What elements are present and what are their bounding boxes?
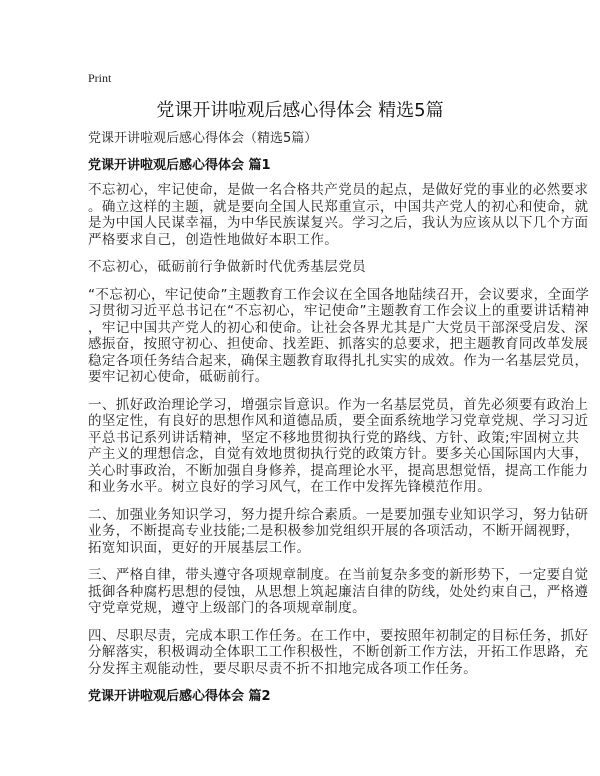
paragraph <box>88 628 600 678</box>
paragraph <box>88 507 600 557</box>
paragraph <box>88 259 600 276</box>
paragraph-line: 二、加强业务知识学习，努力提升综合素质。一是要加强专业知识学习，努力钻研 <box>88 506 589 523</box>
paragraph-line: 和业务水平。树立良好的学习风气，在工作中发挥先锋模范作用。 <box>88 479 492 495</box>
paragraph-line: 要牢记初心使命，砥砺前行。 <box>88 369 269 385</box>
paragraph-line: 守党章党规，遵守上级部门的各项规章制度。 <box>88 600 366 616</box>
paragraph <box>88 182 600 248</box>
paragraph <box>88 567 600 617</box>
paragraph <box>88 397 600 496</box>
paragraph-line: 一、抓好政治理论学习，增强宗旨意识。作为一名基层党员，首先必须要有政治上 <box>88 396 589 413</box>
paragraph-line: 不忘初心，牢记使命，是做一名合格共产党员的起点，是做好党的事业的必然要求 <box>88 182 589 198</box>
paragraph-line: 是为中国人民谋幸福，为中华民族谋复兴。学习之后，我认为应该从以下几个方面 <box>88 215 589 231</box>
section-heading-2: 党课开讲啦观后感心得体会 篇2 <box>88 689 271 704</box>
paragraph-line: 平总书记系列讲话精神，坚定不移地贯彻执行党的路线、方针、政策;牢固树立共 <box>88 429 580 446</box>
paragraph-line: 不忘初心，砥砺前行争做新时代优秀基层党员 <box>88 259 366 275</box>
paragraph-line: 分解落实，积极调动全体职工工作积极性，不断创新工作方法，开拓工作思路，充 <box>88 644 589 660</box>
paragraphs <box>88 182 600 677</box>
paragraph-line: 稳定各项任务结合起来，确保主题教育取得扎扎实实的成效。作为一名基层党员， <box>88 352 589 369</box>
paragraph-line: 分发挥主观能动性，要尽职尽责不折不扣地完成各项工作任务。 <box>88 660 478 677</box>
section-heading-1: 党课开讲啦观后感心得体会 篇1 <box>88 158 271 173</box>
paragraph-line: ，牢记中国共产党人的初心和使命。让社会各界尤其是广大党员干部深受启发、深 <box>88 319 589 336</box>
paragraph-line: 习贯彻习近平总书记在“不忘初心，牢记使命”主题教育工作会议上的重要讲话精神 <box>88 303 590 319</box>
document-title: 党课开讲啦观后感心得体会 精选5篇 <box>156 100 444 121</box>
paragraph-line: 业务，不断提高专业技能;二是积极参加党组织开展的各项活动，不断开阔视野， <box>88 523 580 539</box>
paragraph-line: 。确立这样的主题，就是要向全国人民郑重宣示，中国共产党人的初心和使命，就 <box>88 198 589 215</box>
paragraph-line: 四、尽职尽责，完成本职工作任务。在工作中，要按照年初制定的目标任务，抓好 <box>88 627 589 644</box>
paragraph <box>88 287 600 386</box>
document-subtitle: 党课开讲啦观后感心得体会（精选5篇） <box>88 131 318 146</box>
paragraph-line: 关心时事政治，不断加强自身修养，提高理论水平，提高思想觉悟，提高工作能力 <box>88 462 589 479</box>
paragraph-line: 严格要求自己，创造性地做好本职工作。 <box>88 231 339 248</box>
paragraph-line: 的坚定性，有良好的思想作风和道德品质，要全面系统地学习党章党规、学习习近 <box>88 413 589 429</box>
paragraph-line: 感振奋，按照守初心、担使命、找差距、抓落实的总要求，把主题教育同改革发展 <box>88 336 589 352</box>
print-label: Print <box>88 71 112 85</box>
paragraph-line: 抵御各种腐朽思想的侵蚀，从思想上筑起廉洁自律的防线，处处约束自己，严格遵 <box>88 583 589 600</box>
paragraph-line: 产主义的理想信念，自觉有效地贯彻执行党的政策方针。要多关心国际国内大事， <box>88 446 589 462</box>
paragraph-line: “不忘初心，牢记使命”主题教育工作会议在全国各地陆续召开，会议要求，全面学 <box>88 286 590 303</box>
paragraph-line: 拓宽知识面，更好的开展基层工作。 <box>88 539 311 556</box>
paragraph-line: 三、严格自律，带头遵守各项规章制度。在当前复杂多变的新形势下，一定要自觉 <box>88 567 589 583</box>
